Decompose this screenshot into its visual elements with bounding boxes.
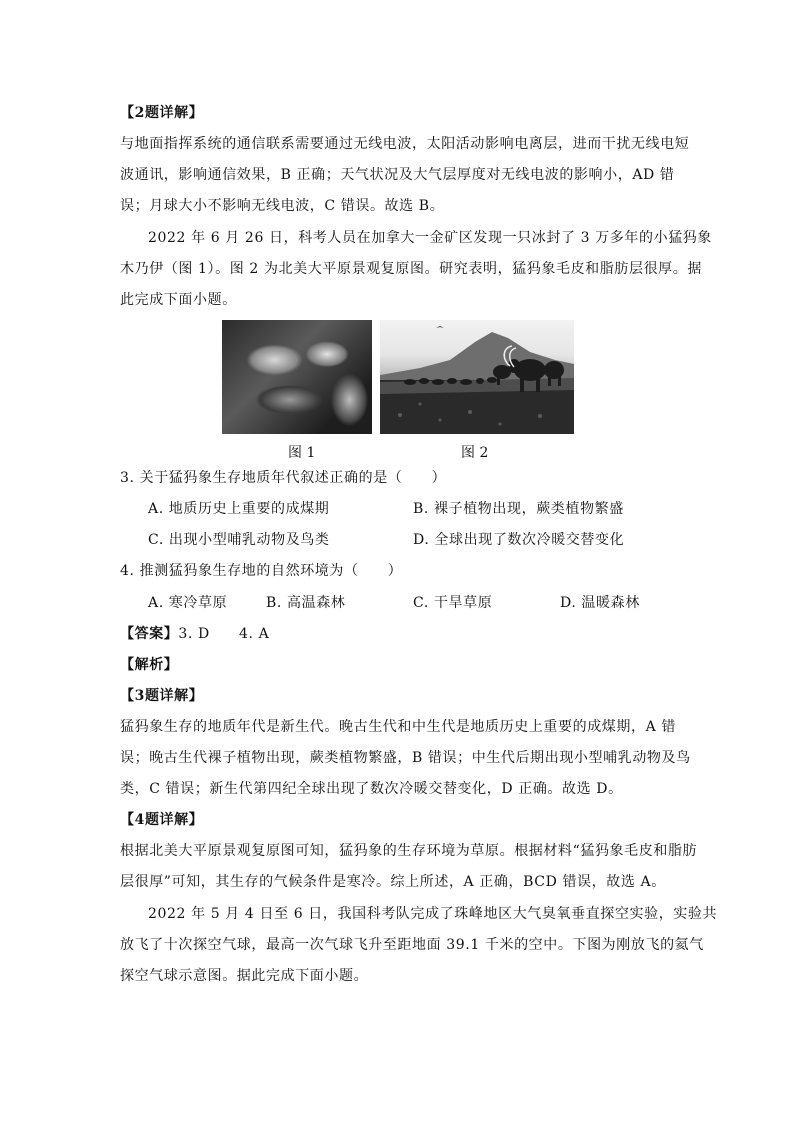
analysis-heading: 【解析】 (120, 657, 179, 673)
material-paragraph-line: 放飞了十次探空气球，最高一次气球飞升至距地面 39.1 千米的空中。下图为刚放飞的氦气 (120, 937, 704, 953)
question-3-option-c: C. 出现小型哺乳动物及鸟类 (148, 532, 330, 548)
q2-explanation-line: 波通讯，影响通信效果，B 正确；天气状况及大气层厚度对无线电波的影响小，AD 错 (120, 167, 675, 183)
material-paragraph-line: 探空气球示意图。据此完成下面小题。 (120, 968, 369, 984)
material-paragraph-line: 2022 年 5 月 4 日至 6 日，我国科考队完成了珠峰地区大气臭氧垂直探空实验，实验共 (148, 906, 718, 922)
q4-explanation-line: 层很厚”可知，其生存的气候条件是寒冷。综上所述，A 正确，BCD 错误，故选 A。 (120, 874, 666, 890)
question-4-option-b: B. 高温森林 (266, 595, 346, 611)
q2-explanation-line: 误；月球大小不影响无线电波，C 错误。故选 B。 (120, 198, 445, 214)
answer-text: 3. D 4. A (178, 626, 270, 642)
q3-explanation-line: 误；晚古生代裸子植物出现，蕨类植物繁盛，B 错误；中生代后期出现小型哺乳动物及鸟 (120, 750, 691, 766)
question-4-option-c: C. 干旱草原 (413, 595, 493, 611)
question-4-option-a: A. 寒冷草原 (148, 595, 228, 611)
question-3-option-a: A. 地质历史上重要的成煤期 (148, 501, 330, 517)
q2-detail-heading: 【2题详解】 (120, 105, 204, 121)
great-plains-landscape-photo (380, 320, 574, 434)
material-paragraph-line: 木乃伊（图 1）。图 2 为北美大平原景观复原图。研究表明，猛犸象毛皮和脂肪层很厚。据 (120, 261, 702, 277)
answer-line (120, 625, 680, 643)
figure-1-caption: 图 1 (288, 445, 316, 461)
q3-detail-heading: 【3题详解】 (120, 688, 204, 704)
answer-label: 【答案】 (120, 626, 179, 642)
question-3-stem: 3. 关于猛犸象生存地质年代叙述正确的是（ ） (120, 470, 447, 486)
question-3-option-d: D. 全球出现了数次冷暖交替变化 (413, 532, 625, 548)
material-paragraph-line: 2022 年 6 月 26 日，科考人员在加拿大一金矿区发现一只冰封了 3 万多年的小猛犸象 (148, 230, 713, 246)
q3-explanation-line: 猛犸象生存的地质年代是新生代。晚古生代和中生代是地质历史上重要的成煤期，A 错 (120, 719, 676, 735)
question-4-stem: 4. 推测猛犸象生存地的自然环境为（ ） (120, 563, 403, 579)
figure-2-caption: 图 2 (461, 445, 489, 461)
material-paragraph-line: 此完成下面小题。 (120, 292, 237, 308)
q4-detail-heading: 【4题详解】 (120, 812, 204, 828)
question-4-option-d: D. 温暖森林 (560, 595, 640, 611)
q3-explanation-line: 类，C 错误；新生代第四纪全球出现了数次冷暖交替变化，D 正确。故选 D。 (120, 781, 623, 797)
mammoth-mummy-photo (222, 320, 372, 434)
question-3-option-b: B. 裸子植物出现，蕨类植物繁盛 (413, 501, 624, 517)
q4-explanation-line: 根据北美大平原景观复原图可知，猛犸象的生存环境为草原。根据材料“猛犸象毛皮和脂肪 (120, 843, 698, 859)
q2-explanation-line: 与地面指挥系统的通信联系需要通过无线电波，太阳活动影响电离层，进而干扰无线电短 (120, 136, 690, 152)
